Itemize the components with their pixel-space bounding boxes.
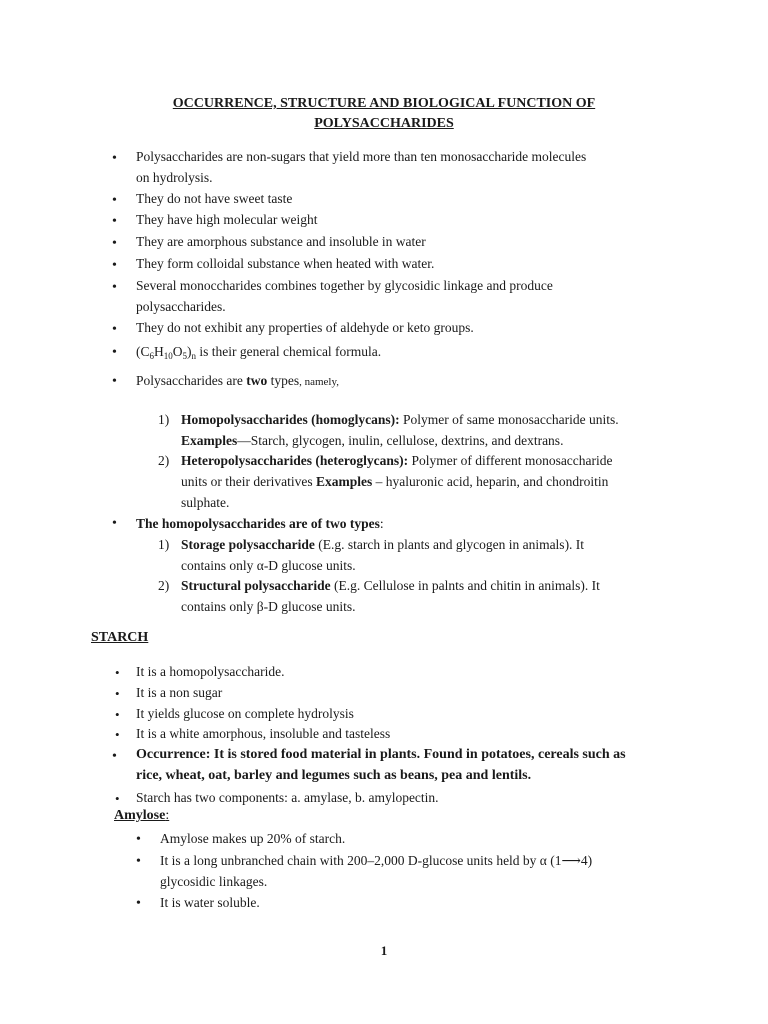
homo-number-1: 1) xyxy=(158,537,170,552)
intro-item-5: They form colloidal substance when heated with water. xyxy=(136,256,435,271)
page-number: 1 xyxy=(380,943,388,958)
homo-item-storage: Storage polysaccharide (E.g. starch in plants and glycogen in animals). It contains only α-D glucose units. xyxy=(181,537,585,573)
bullet-icon: • xyxy=(136,832,141,847)
document-title-line-2: POLYSACCHARIDES xyxy=(314,116,454,131)
bullet-icon: • xyxy=(115,727,120,742)
bullet-icon: • xyxy=(112,236,117,251)
intro-item-2: They do not have sweet taste xyxy=(136,191,293,206)
document-title-line-1: OCCURRENCE, STRUCTURE AND BIOLOGICAL FUNCTION OF xyxy=(172,96,596,111)
intro-item-7: They do not exhibit any properties of aldehyde or keto groups. xyxy=(136,320,474,335)
amylose-item-1: Amylose makes up 20% of starch. xyxy=(160,831,346,846)
bullet-icon: • xyxy=(112,374,117,389)
intro-item-4: They are amorphous substance and insoluble in water xyxy=(136,234,426,249)
homo-number-2: 2) xyxy=(158,578,170,593)
homo-heading: The homopolysaccharides are of two types: xyxy=(136,516,384,531)
bullet-icon: • xyxy=(112,214,117,229)
bullet-icon: • xyxy=(115,665,120,680)
intro-item-1: Polysaccharides are non-sugars that yield more than ten monosaccharide molecules on hydrolysis. xyxy=(136,149,587,185)
bullet-icon: • xyxy=(136,896,141,911)
starch-heading: STARCH xyxy=(91,630,149,645)
bullet-icon: • xyxy=(115,707,120,722)
amylose-item-3: It is water soluble. xyxy=(160,895,260,910)
occurrence-item: Occurrence: It is stored food material in plants. Found in potatoes, cereals such as rice, wheat, oat, barley and legumes such as beans, pea and lentils. xyxy=(136,747,626,783)
bullet-icon: • xyxy=(112,345,117,360)
bullet-icon: • xyxy=(112,280,117,295)
type-item-hetero: Heteropolysaccharides (heteroglycans): Polymer of different monosaccharide units or their derivatives Examples – hyaluronic acid, heparin, and chondroitin sulphate. xyxy=(181,453,613,510)
amylose-heading: Amylose: xyxy=(114,808,170,823)
formula-item: $(C_6H_{10}O_5)_n$ is their general chemical formula. xyxy=(136,344,382,361)
bullet-icon: • xyxy=(112,258,117,273)
starch-item-2: It is a non sugar xyxy=(136,685,223,700)
starch-item-1: It is a homopolysaccharide. xyxy=(136,664,285,679)
bullet-icon: • xyxy=(115,791,120,806)
homo-item-structural: Structural polysaccharide (E.g. Cellulose in palnts and chitin in animals). It contains only β-D glucose units. xyxy=(181,578,600,614)
starch-components: Starch has two components: a. amylase, b. amylopectin. xyxy=(136,790,439,805)
bullet-icon: • xyxy=(112,193,117,208)
type-number-1: 1) xyxy=(158,412,170,427)
intro-item-3: They have high molecular weight xyxy=(136,212,318,227)
bullet-icon: • xyxy=(112,322,117,337)
bullet-icon: • xyxy=(112,151,117,166)
type-number-2: 2) xyxy=(158,453,170,468)
bullet-icon: • xyxy=(112,749,117,764)
bullet-icon: • xyxy=(136,854,141,869)
intro-item-6: Several monoccharides combines together by glycosidic linkage and produce polysaccharides. xyxy=(136,278,553,314)
starch-item-4: It is a white amorphous, insoluble and tasteless xyxy=(136,726,391,741)
starch-item-3: It yields glucose on complete hydrolysis xyxy=(136,706,354,721)
two-types-item: Polysaccharides are two types, namely, xyxy=(136,373,339,388)
amylose-item-2: It is a long unbranched chain with 200–2,000 D-glucose units held by α (1⟶4) glycosidic linkages. xyxy=(160,853,593,889)
bullet-icon: • xyxy=(112,516,117,531)
bullet-icon: • xyxy=(115,686,120,701)
type-item-homo: Homopolysaccharides (homoglycans): Polymer of same monosaccharide units. Examples—Starch, glycogen, inulin, cellulose, dextrins, and dextrans. xyxy=(181,412,619,448)
